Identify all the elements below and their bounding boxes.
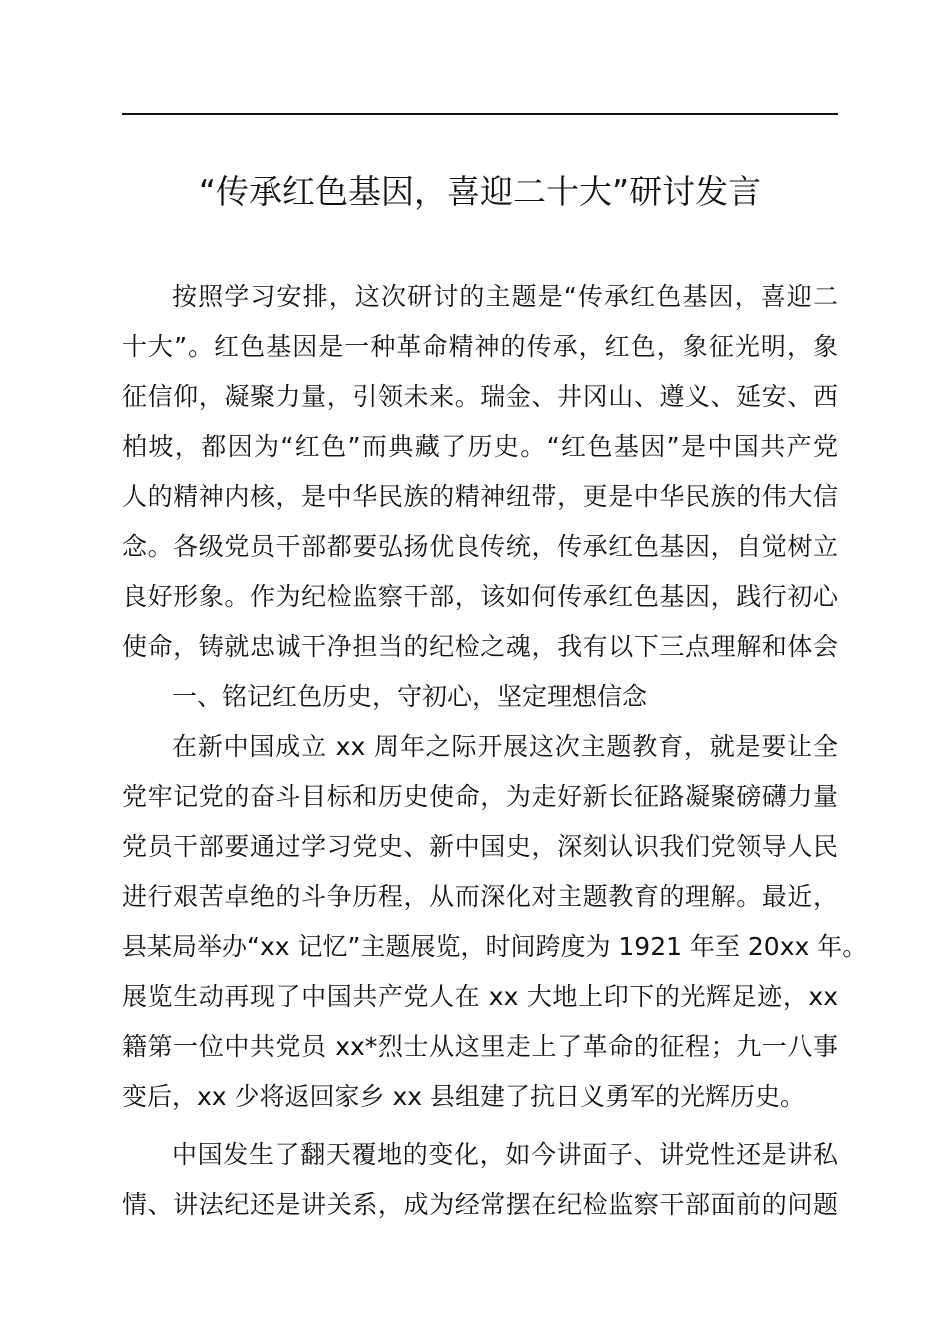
paragraph-history bbox=[122, 722, 868, 1122]
text-line: 籍第一位中共党员 xx*烈士从这里走上了革命的征程；九一八事 bbox=[122, 1032, 838, 1061]
paragraph-spacer bbox=[122, 1122, 838, 1130]
paragraph-intro bbox=[122, 272, 838, 672]
text-line: 中国发生了翻天覆地的变化，如今讲面子、讲党性还是讲私 bbox=[172, 1140, 838, 1169]
text-line: 进行艰苦卓绝的斗争历程，从而深化对主题教育的理解。最近， bbox=[122, 882, 838, 911]
text-line: 使命，铸就忠诚干净担当的纪检之魂，我有以下三点理解和体会 bbox=[122, 632, 838, 661]
section-heading: 一、铭记红色历史，守初心，坚定理想信念 bbox=[172, 682, 648, 711]
text-line: 按照学习安排，这次研讨的主题是“传承红色基因，喜迎二 bbox=[172, 282, 838, 311]
paragraph-change bbox=[122, 1130, 838, 1230]
text-line: 念。各级党员干部都要弘扬优良传统，传承红色基因，自觉树立 bbox=[122, 532, 838, 561]
text-line: 人的精神内核，是中华民族的精神纽带，更是中华民族的伟大信 bbox=[122, 482, 838, 511]
header-rule bbox=[122, 113, 838, 115]
document-body bbox=[122, 272, 868, 1230]
text-line: 柏坡，都因为“红色”而典藏了历史。“红色基因”是中国共产党 bbox=[122, 432, 838, 461]
text-line: 十大”。红色基因是一种革命精神的传承，红色，象征光明，象 bbox=[122, 332, 838, 361]
document-title: “传承红色基因，喜迎二十大”研讨发言 bbox=[198, 172, 762, 211]
text-line: 良好形象。作为纪检监察干部，该如何传承红色基因，践行初心 bbox=[122, 582, 838, 611]
text-line: 变后，xx 少将返回家乡 xx 县组建了抗日义勇军的光辉历史。 bbox=[122, 1082, 806, 1111]
text-line: 党员干部要通过学习党史、新中国史，深刻认识我们党领导人民 bbox=[122, 832, 838, 861]
text-line: 展览生动再现了中国共产党人在 xx 大地上印下的光辉足迹，xx bbox=[122, 982, 838, 1011]
text-line: 情、讲法纪还是讲关系，成为经常摆在纪检监察干部面前的问题 bbox=[122, 1190, 838, 1219]
section-heading-1 bbox=[122, 672, 838, 722]
text-line: 县某局举办“xx 记忆”主题展览，时间跨度为 1921 年至 20xx 年。 bbox=[122, 932, 868, 961]
text-line: 征信仰，凝聚力量，引领未来。瑞金、井冈山、遵义、延安、西 bbox=[122, 382, 838, 411]
text-line: 在新中国成立 xx 周年之际开展这次主题教育，就是要让全 bbox=[172, 732, 838, 761]
text-line: 党牢记党的奋斗目标和历史使命，为走好新长征路凝聚磅礴力量 bbox=[122, 782, 838, 811]
